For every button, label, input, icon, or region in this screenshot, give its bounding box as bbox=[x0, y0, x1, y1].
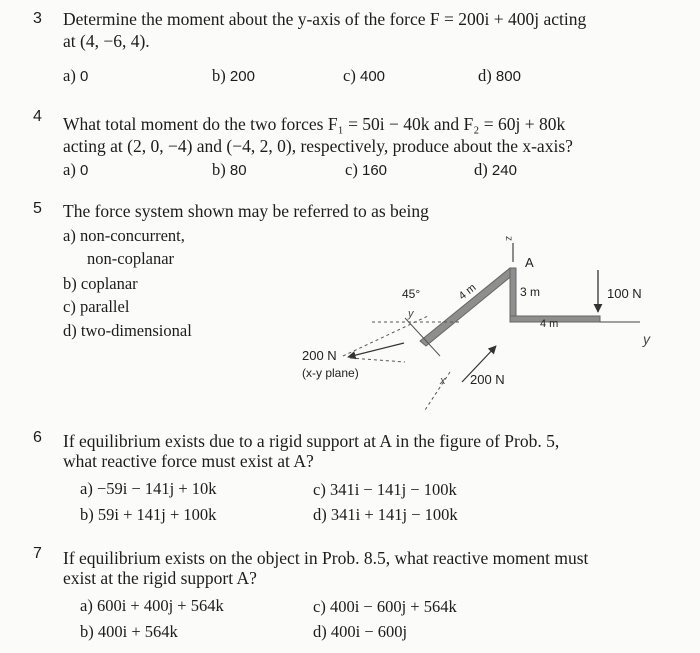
problem-5-option-a-cont: non-coplanar bbox=[87, 249, 175, 268]
problem-7-line-1: If equilibrium exists on the object in Prob. 8.5, what reactive moment must bbox=[63, 548, 589, 568]
problem-4-line-2: acting at (2, 0, −4) and (−4, 2, 0), respectively, produce about the x-axis? bbox=[63, 136, 573, 156]
problem-3-option-d: d) 800 bbox=[478, 66, 521, 85]
problem-5-line-1: The force system shown may be referred to as being bbox=[63, 201, 429, 221]
dashed-line-bottom bbox=[350, 358, 405, 362]
problem-4-option-a: a) 0 bbox=[63, 160, 89, 179]
problem-6-option-c: c) 341i − 141j − 100k bbox=[313, 480, 457, 499]
y-axis-label: y bbox=[643, 331, 650, 347]
problem-5-option-d: d) two-dimensional bbox=[63, 321, 192, 340]
x-axis-line bbox=[425, 372, 450, 410]
length-4m-horiz-label: 4 m bbox=[540, 318, 559, 330]
problem-3-line-2: at (4, −6, 4). bbox=[63, 31, 150, 51]
problem-7-option-c: c) 400i − 600j + 564k bbox=[313, 597, 457, 616]
problem-6-option-d: d) 341i + 141j − 100k bbox=[313, 505, 458, 524]
problem-7-line-2: exist at the rigid support A? bbox=[63, 568, 257, 588]
force-200n-xy-label: 200 N bbox=[302, 348, 337, 363]
problem-6-line-1: If equilibrium exists due to a rigid support at A in the figure of Prob. 5, bbox=[63, 431, 560, 451]
problem-6-number: 6 bbox=[33, 429, 42, 446]
small-y-label: y bbox=[408, 308, 414, 320]
length-4m-diag-label: 4 m bbox=[456, 281, 479, 303]
problem-3-number: 3 bbox=[33, 10, 42, 27]
problem-5-option-b: b) coplanar bbox=[63, 274, 138, 293]
problem-4-option-d: d) 240 bbox=[474, 160, 517, 179]
problem-3-option-b: b) 200 bbox=[212, 66, 255, 85]
force-100n-label: 100 N bbox=[607, 286, 642, 301]
problem-4-option-c: c) 160 bbox=[345, 160, 388, 179]
problem-4-number: 4 bbox=[33, 108, 42, 125]
problem-3-option-a: a) 0 bbox=[63, 66, 89, 85]
problem-3-option-c: c) 400 bbox=[343, 66, 386, 85]
problem-6-line-2: what reactive force must exist at A? bbox=[63, 451, 314, 471]
length-3m-label: 3 m bbox=[520, 285, 541, 299]
force-200n-xy-note: (x-y plane) bbox=[302, 366, 359, 380]
x-axis-label: x bbox=[440, 375, 446, 387]
problem-3-line-1: Determine the moment about the y-axis of the force F = 200i + 400j acting bbox=[63, 9, 587, 29]
angle-45-label: 45° bbox=[402, 287, 421, 301]
problem-5-option-a: a) non-concurrent, bbox=[63, 226, 185, 245]
vertical-member bbox=[510, 268, 516, 322]
problem-5-number: 5 bbox=[33, 200, 42, 217]
diagonal-member bbox=[420, 268, 514, 346]
problem-6-option-b: b) 59i + 141j + 100k bbox=[80, 505, 217, 524]
force-200n-label: 200 N bbox=[470, 372, 505, 387]
problem-4-line-1: What total moment do the two forces F₁ = 50i − 40k and F₂ = 60j + 80k bbox=[63, 114, 566, 134]
problem-7-option-d: d) 400i − 600j bbox=[313, 622, 408, 641]
z-axis-label: z bbox=[503, 236, 514, 241]
problem-4-option-b: b) 80 bbox=[212, 160, 247, 179]
problem-6-option-a: a) −59i − 141j + 10k bbox=[80, 479, 217, 498]
point-a-label: A bbox=[525, 255, 534, 270]
problem-5-option-c: c) parallel bbox=[63, 297, 130, 316]
problem-7-option-b: b) 400i + 564k bbox=[80, 622, 178, 641]
problem-7-option-a: a) 600i + 400j + 564k bbox=[80, 596, 224, 615]
problem-7-number: 7 bbox=[33, 545, 42, 562]
